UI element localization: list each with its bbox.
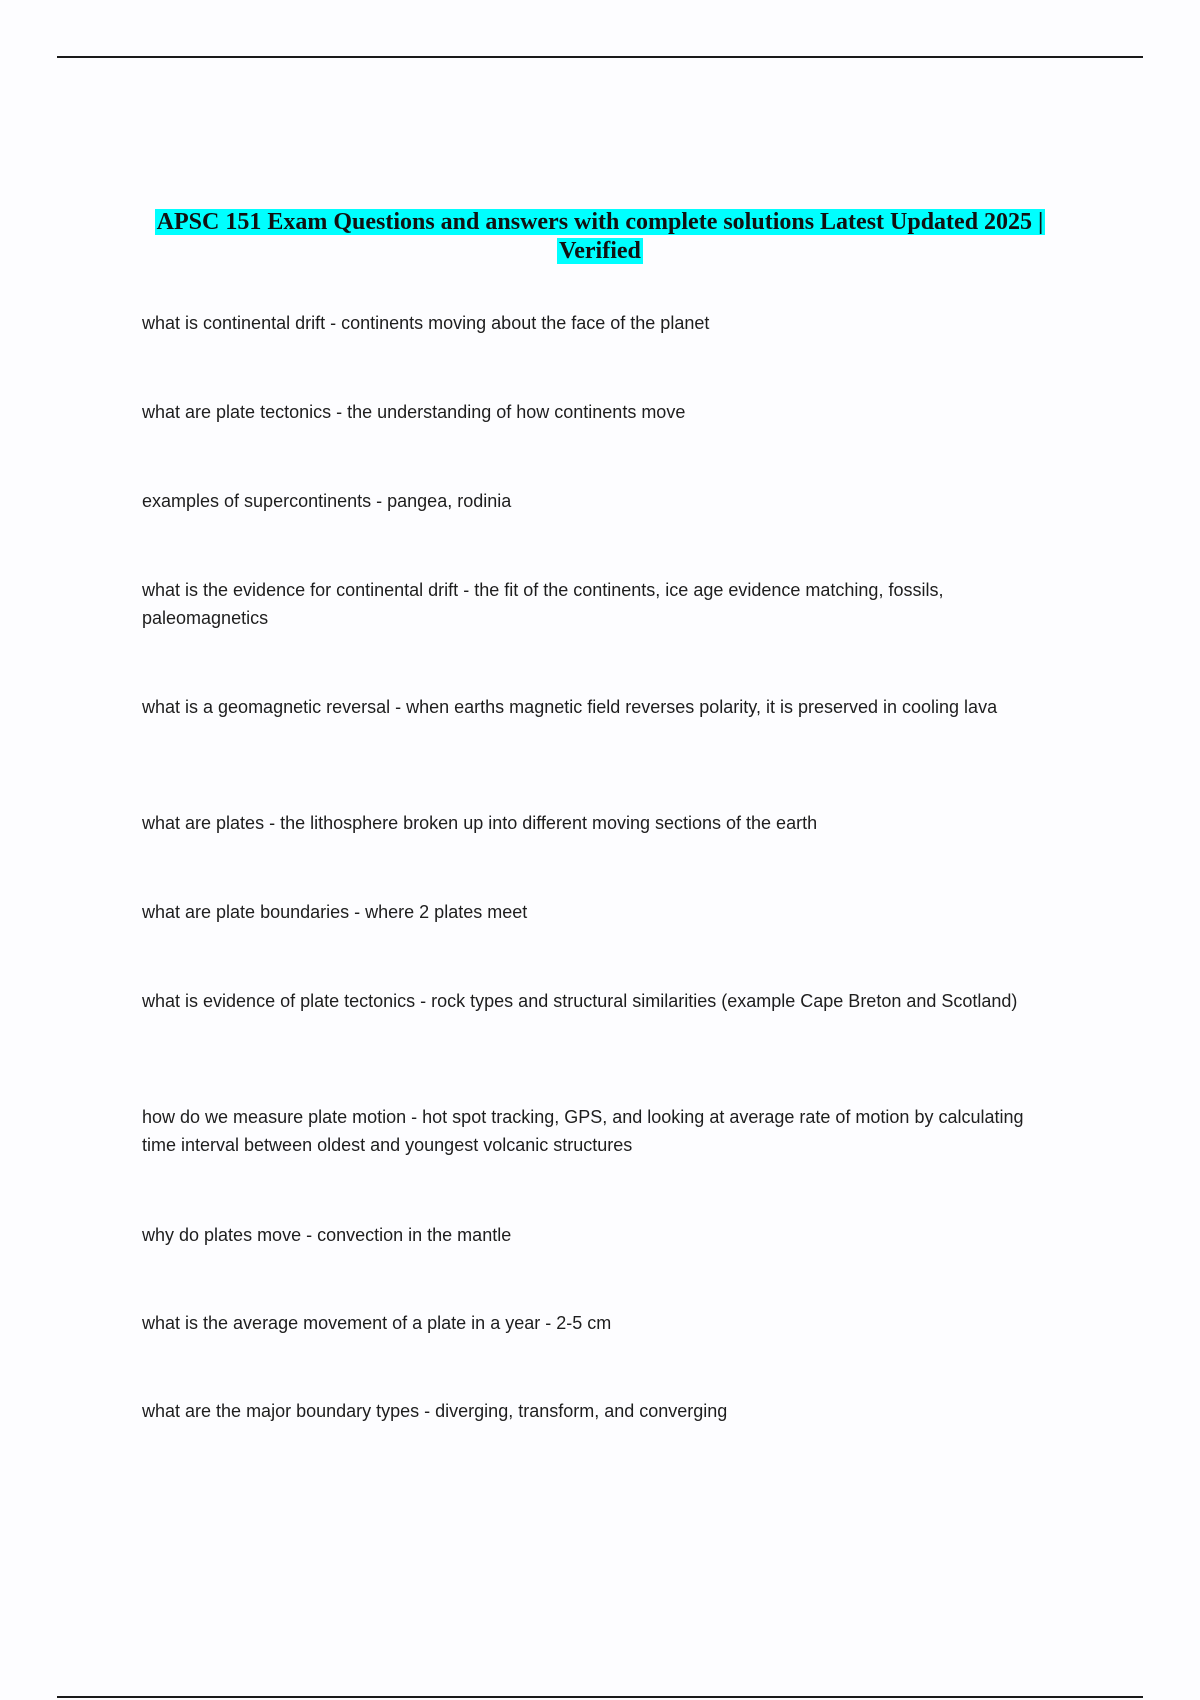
answer: continents moving about the face of the planet bbox=[341, 313, 710, 333]
answer: hot spot tracking, GPS, and looking at average rate of motion by calculating time interval between oldest and youngest volcanic structures bbox=[142, 1107, 1024, 1155]
question: what is a geomagnetic reversal bbox=[142, 697, 391, 717]
qa-item-10: why do plates move - convection in the mantle bbox=[142, 1225, 512, 1245]
qa-item-11: what is the average movement of a plate in a year - 2-5 cm bbox=[142, 1313, 612, 1333]
question: what are plate boundaries bbox=[142, 902, 350, 922]
question: examples of supercontinents bbox=[142, 491, 372, 511]
answer: pangea, rodinia bbox=[387, 491, 512, 511]
qa-item-3: examples of supercontinents - pangea, rodinia bbox=[142, 491, 512, 511]
answer: where 2 plates meet bbox=[365, 902, 528, 922]
qa-item-4: what is the evidence for continental drift - the fit of the continents, ice age evidence matching, fossils, paleomagnetics bbox=[142, 580, 944, 628]
answer: diverging, transform, and converging bbox=[435, 1401, 728, 1421]
qa-item-1: what is continental drift - continents moving about the face of the planet bbox=[142, 313, 710, 333]
answer: the understanding of how continents move bbox=[347, 402, 686, 422]
answer: when earths magnetic field reverses polarity, it is preserved in cooling lava bbox=[406, 697, 998, 717]
question: what is continental drift bbox=[142, 313, 326, 333]
qa-item-5: what is a geomagnetic reversal - when earths magnetic field reverses polarity, it is preserved in cooling lava bbox=[142, 697, 998, 717]
answer: convection in the mantle bbox=[317, 1225, 512, 1245]
top-rule bbox=[57, 56, 1143, 58]
question: what are plates bbox=[142, 813, 265, 833]
question: what are the major boundary types bbox=[142, 1401, 420, 1421]
answer: 2-5 cm bbox=[556, 1313, 612, 1333]
answer: the lithosphere broken up into different moving sections of the earth bbox=[280, 813, 818, 833]
question: what is the average movement of a plate in a year bbox=[142, 1313, 541, 1333]
question: what is the evidence for continental drift bbox=[142, 580, 459, 600]
bottom-rule bbox=[57, 1696, 1143, 1698]
qa-item-9: how do we measure plate motion - hot spot tracking, GPS, and looking at average rate of motion by calculating time interval between oldest and youngest volcanic structures bbox=[142, 1107, 1024, 1155]
title-block bbox=[120, 208, 1080, 266]
qa-item-12: what are the major boundary types - diverging, transform, and converging bbox=[142, 1401, 728, 1421]
qa-item-8: what is evidence of plate tectonics - rock types and structural similarities (example Cape Breton and Scotland) bbox=[142, 991, 1018, 1011]
qa-item-6: what are plates - the lithosphere broken up into different moving sections of the earth bbox=[142, 813, 818, 833]
question: what is evidence of plate tectonics bbox=[142, 991, 416, 1011]
question: what are plate tectonics bbox=[142, 402, 332, 422]
qa-item-2: what are plate tectonics - the understanding of how continents move bbox=[142, 402, 686, 422]
answer: the fit of the continents, ice age evidence matching, fossils, paleomagnetics bbox=[142, 580, 944, 628]
qa-item-7: what are plate boundaries - where 2 plates meet bbox=[142, 902, 528, 922]
answer: rock types and structural similarities (example Cape Breton and Scotland) bbox=[431, 991, 1018, 1011]
question: why do plates move bbox=[142, 1225, 302, 1245]
question: how do we measure plate motion bbox=[142, 1107, 407, 1127]
page-title: APSC 151 Exam Questions and answers with complete solutions Latest Updated 2025 | Verified bbox=[156, 209, 1044, 264]
